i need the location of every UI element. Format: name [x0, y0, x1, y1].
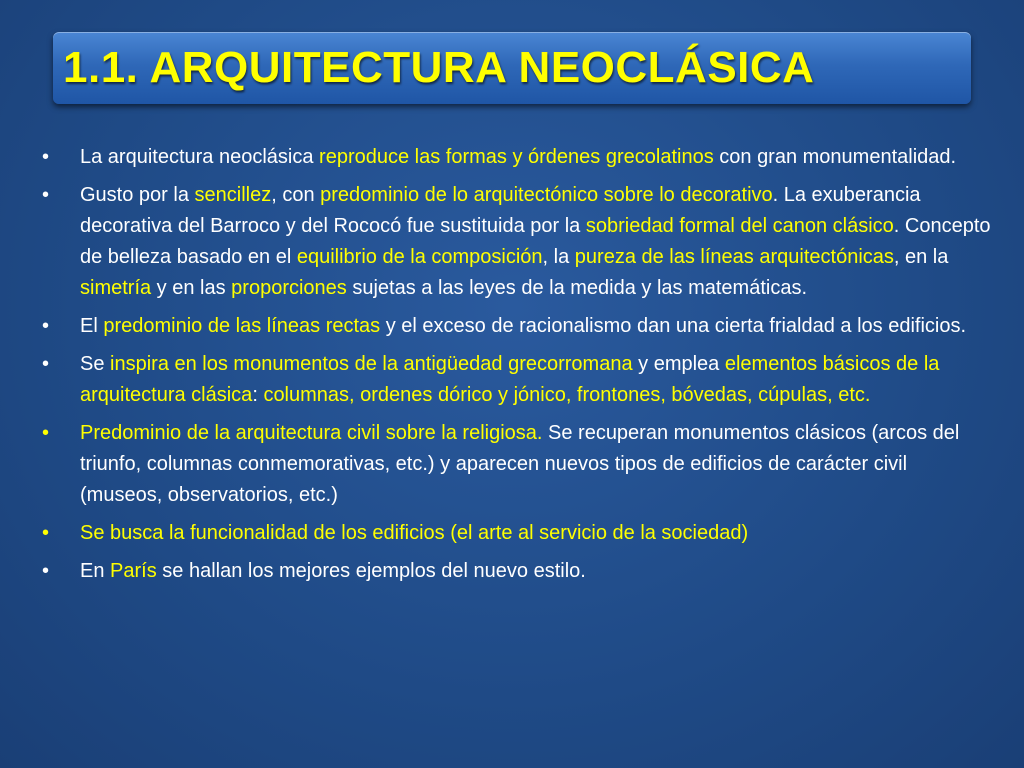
- bullet-dot-icon: •: [42, 146, 50, 168]
- bullet-list: [0, 142, 1024, 594]
- body-text: se hallan los mejores ejemplos del nuevo estilo.: [156, 560, 586, 582]
- slide-title: 1.1. ARQUITECTURA NEOCLÁSICA: [63, 43, 815, 92]
- highlighted-text: pureza de las líneas arquitectónicas: [574, 246, 894, 268]
- bullet-dot-icon: •: [42, 560, 50, 582]
- highlighted-text: Predominio de la arquitectura civil sobre la religiosa.: [80, 422, 543, 444]
- body-text: , la: [542, 246, 575, 268]
- highlighted-text: elementos básicos de la arquitectura clásica: [80, 353, 940, 406]
- body-text: sujetas a las leyes de la medida y las matemáticas.: [346, 277, 808, 299]
- body-text: La arquitectura neoclásica: [80, 146, 320, 168]
- highlighted-text: sencillez: [194, 184, 272, 206]
- highlighted-text: columnas, ordenes dórico y jónico, frontones, bóvedas, cúpulas, etc.: [263, 384, 871, 406]
- highlighted-text: proporciones: [231, 277, 347, 299]
- highlighted-text: inspira en los monumentos de la antigüedad grecorromana: [110, 353, 633, 375]
- highlighted-text: predominio de lo arquitectónico sobre lo decorativo: [320, 184, 773, 206]
- body-text: En: [80, 560, 111, 582]
- body-text: con gran monumentalidad.: [713, 146, 957, 168]
- bullet-item: [0, 418, 1024, 511]
- bullet-item: [0, 556, 1024, 587]
- bullet-dot-icon: •: [42, 353, 50, 375]
- bullet-item: [0, 311, 1024, 342]
- body-text: . La exuberancia decorativa del Barroco y del Rococó fue sustituida por la: [80, 184, 921, 237]
- body-text: y emplea: [632, 353, 725, 375]
- body-text: Se recuperan monumentos clásicos (arcos del triunfo, columnas conmemorativas, etc.) y aparecen nuevos tipos de edificios de carácter civil (museos, observatorios, etc.): [80, 422, 960, 506]
- highlighted-text: Se busca la funcionalidad de los edificios (el arte al servicio de la sociedad): [80, 522, 749, 544]
- highlighted-text: simetría: [80, 277, 152, 299]
- bullet-item: [0, 180, 1024, 304]
- body-text: , con: [271, 184, 321, 206]
- highlighted-text: reproduce las formas y órdenes grecolatinos: [319, 146, 714, 168]
- highlighted-text: predominio de las líneas rectas: [103, 315, 381, 337]
- bullet-item: [0, 142, 1024, 173]
- bullet-item: [0, 518, 1024, 549]
- bullet-dot-icon: •: [42, 522, 50, 544]
- title-banner: [53, 32, 971, 104]
- bullet-dot-icon: •: [42, 315, 50, 337]
- body-text: El: [80, 315, 104, 337]
- bullet-dot-icon: •: [42, 184, 50, 206]
- highlighted-text: París: [110, 560, 157, 582]
- bullet-dot-icon: •: [42, 422, 50, 444]
- body-text: , en la: [893, 246, 949, 268]
- body-text: :: [252, 384, 264, 406]
- highlighted-text: sobriedad formal del canon clásico: [585, 215, 894, 237]
- body-text: . Concepto de belleza basado en el: [80, 215, 991, 268]
- bullet-item: [0, 349, 1024, 411]
- body-text: Se: [80, 353, 111, 375]
- highlighted-text: equilibrio de la composición: [296, 246, 543, 268]
- body-text: y en las: [151, 277, 232, 299]
- body-text: y el exceso de racionalismo dan una cierta frialdad a los edificios.: [380, 315, 967, 337]
- body-text: Gusto por la: [80, 184, 195, 206]
